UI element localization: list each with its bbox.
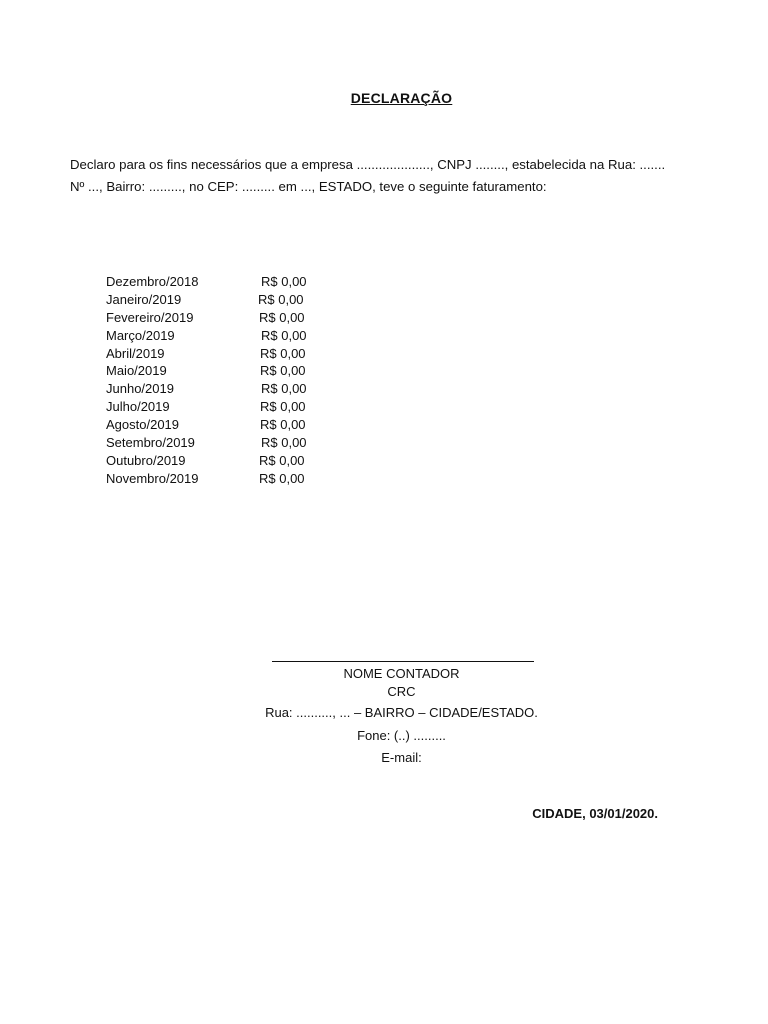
billing-row	[106, 309, 346, 327]
billing-amount: R$ 0,00	[261, 274, 307, 289]
billing-month: Maio/2019	[106, 363, 167, 379]
signature-phone: Fone: (..) .........	[357, 728, 446, 743]
billing-month: Abril/2019	[106, 345, 165, 361]
billing-amount: R$ 0,00	[261, 327, 307, 343]
billing-month: Fevereiro/2019	[106, 309, 194, 325]
billing-amount: R$ 0,00	[260, 363, 306, 379]
intro-line-1: Declaro para os fins necessários que a empresa ...................., CNPJ ........, estabelecida na Rua: .......	[70, 157, 666, 172]
billing-row	[106, 398, 346, 416]
billing-amount: R$ 0,00	[260, 417, 306, 433]
intro-line-2: Nº ..., Bairro: ........., no CEP: ......... em ..., ESTADO, teve o seguinte faturamento:	[70, 179, 547, 194]
billing-row	[106, 291, 346, 309]
signature-crc: CRC	[387, 684, 416, 699]
billing-row	[106, 452, 346, 470]
signature-line	[272, 661, 534, 662]
intro-paragraph	[70, 154, 710, 198]
billing-month: Dezembro/2018	[106, 274, 199, 289]
billing-row	[106, 345, 346, 363]
billing-month: Novembro/2019	[106, 470, 199, 486]
date-line: CIDADE, 03/01/2020.	[532, 806, 658, 821]
signature-name: NOME CONTADOR	[343, 666, 460, 681]
billing-row	[106, 470, 346, 488]
billing-month: Janeiro/2019	[106, 291, 182, 307]
billing-month: Outubro/2019	[106, 452, 186, 468]
billing-row	[106, 380, 346, 398]
billing-amount: R$ 0,00	[258, 291, 304, 307]
billing-amount: R$ 0,00	[261, 381, 307, 397]
document-title: DECLARAÇÃO	[350, 90, 453, 106]
billing-row	[106, 327, 346, 345]
signature-address: Rua: .........., ... – BAIRRO – CIDADE/ESTADO.	[265, 705, 538, 720]
billing-amount: R$ 0,00	[259, 470, 305, 486]
billing-table	[106, 273, 346, 488]
billing-amount: R$ 0,00	[260, 399, 306, 415]
billing-amount: R$ 0,00	[260, 345, 306, 361]
billing-month: Agosto/2019	[106, 417, 180, 433]
billing-month: Setembro/2019	[106, 435, 195, 451]
billing-amount: R$ 0,00	[259, 452, 305, 468]
billing-month: Março/2019	[106, 327, 175, 343]
billing-amount: R$ 0,00	[261, 435, 307, 451]
signature-email: E-mail:	[381, 750, 422, 765]
billing-amount: R$ 0,00	[259, 309, 305, 325]
billing-row	[106, 416, 346, 434]
billing-row	[106, 273, 346, 291]
billing-row	[106, 362, 346, 380]
billing-month: Junho/2019	[106, 381, 174, 397]
billing-month: Julho/2019	[106, 399, 170, 415]
billing-row	[106, 434, 346, 452]
